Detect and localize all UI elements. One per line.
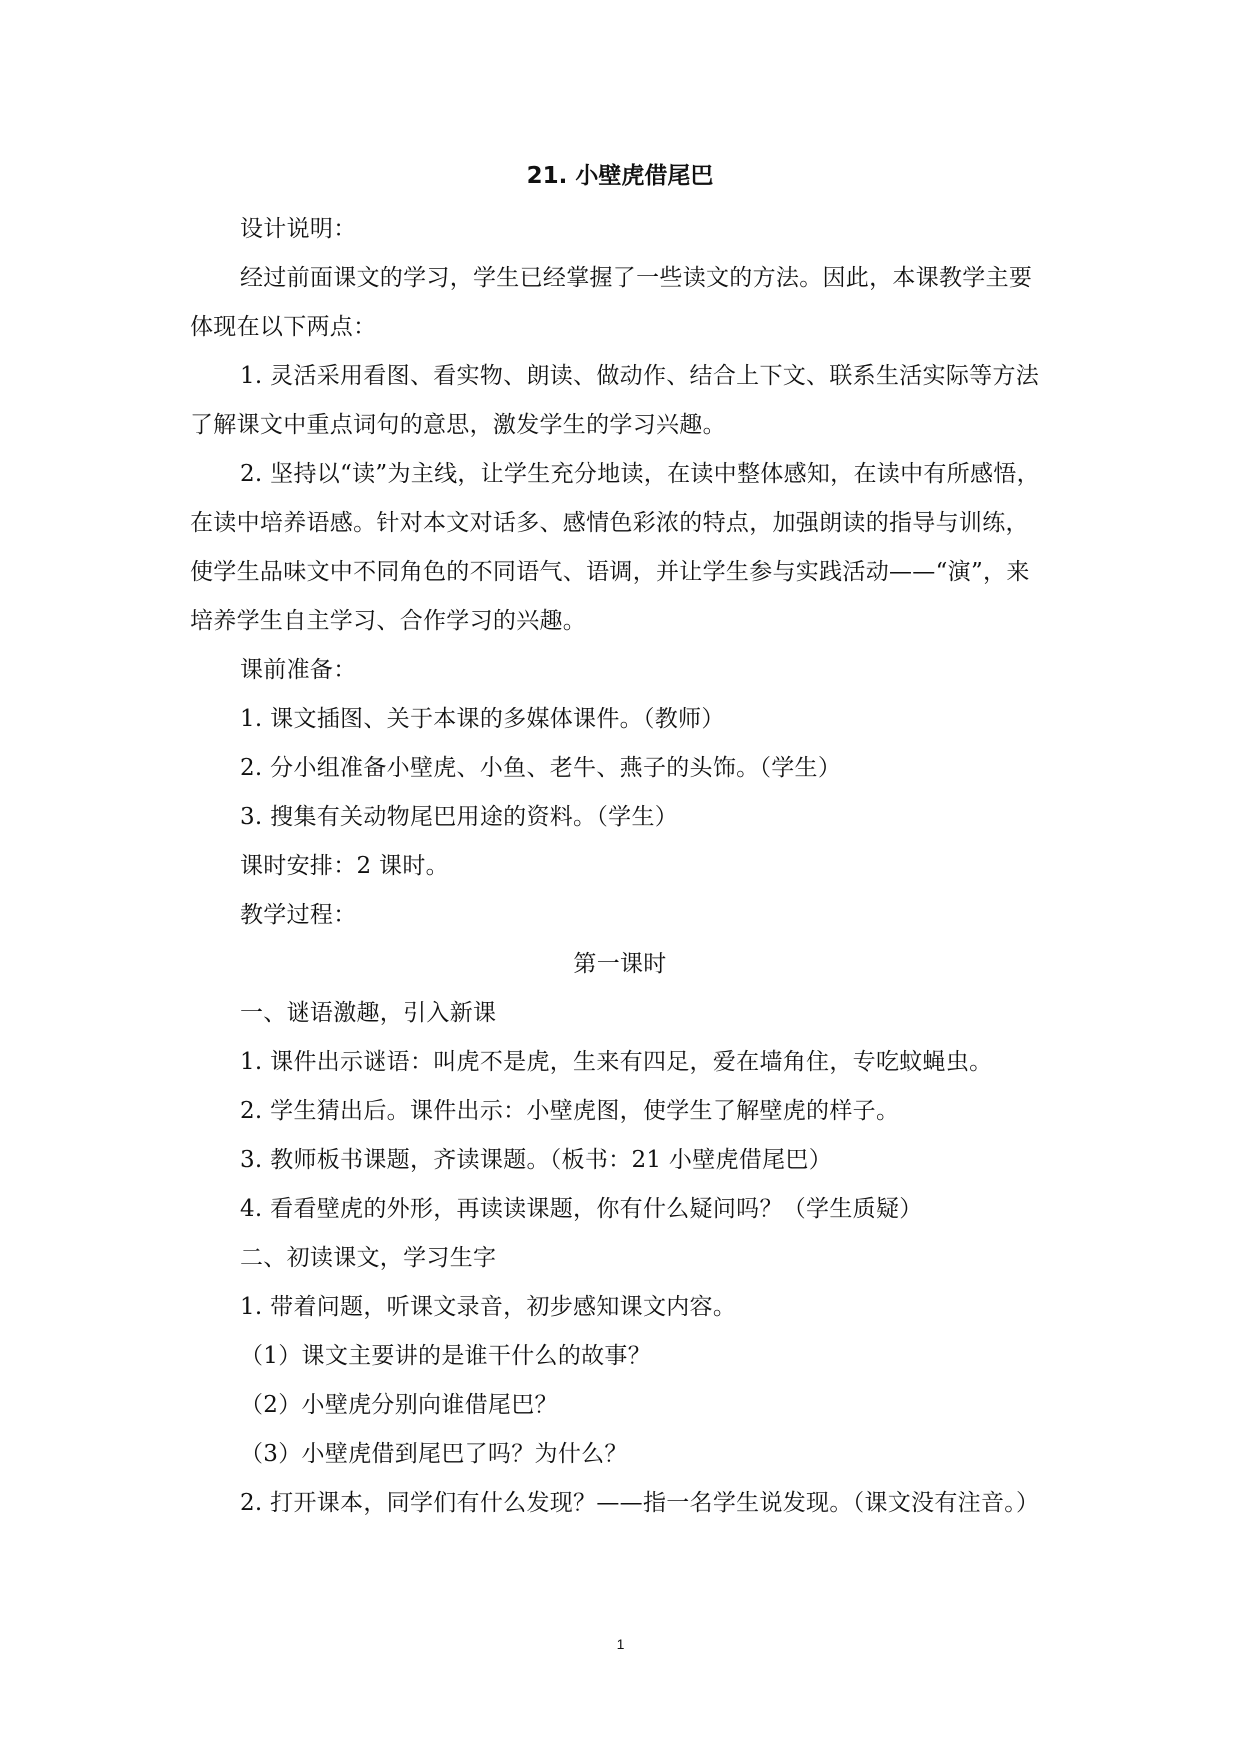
paragraph: 3. 搜集有关动物尾巴用途的资料。（学生）: [240, 804, 679, 830]
paragraph: 2. 打开课本，同学们有什么发现？——指一名学生说发现。（课文没有注音。）: [240, 1490, 1040, 1516]
paragraph: （1）课文主要讲的是谁干什么的故事？: [240, 1343, 652, 1369]
section-heading: 第一课时: [573, 951, 667, 977]
paragraph: （3）小壁虎借到尾巴了吗？为什么？: [240, 1441, 628, 1467]
paragraph: 3. 教师板书课题，齐读课题。（板书：21 小壁虎借尾巴）: [240, 1147, 833, 1173]
paragraph: 1. 课文插图、关于本课的多媒体课件。（教师）: [240, 706, 725, 732]
paragraph: 一、谜语激趣，引入新课: [240, 1000, 497, 1026]
paragraph: 4. 看看壁虎的外形，再读读课题，你有什么疑问吗？（学生质疑）: [240, 1196, 923, 1222]
paragraph: 课前准备：: [240, 657, 357, 683]
paragraph: 1. 课件出示谜语：叫虎不是虎，生来有四足，爱在墙角住，专吃蚊蝇虫。: [240, 1049, 993, 1075]
paragraph: 教学过程：: [240, 902, 357, 928]
paragraph: 设计说明：: [240, 216, 357, 242]
document-body: [190, 205, 1050, 1528]
paragraph: 课时安排：2 课时。: [240, 853, 449, 879]
paragraph: （2）小壁虎分别向谁借尾巴？: [240, 1392, 558, 1418]
document-title: 21. 小壁虎借尾巴: [526, 163, 714, 189]
paragraph: 2. 学生猜出后。课件出示：小壁虎图，使学生了解壁虎的样子。: [240, 1098, 900, 1124]
paragraph: 1. 带着问题，听课文录音，初步感知课文内容。: [240, 1294, 737, 1320]
paragraph: 2. 坚持以“读”为主线，让学生充分地读，在读中整体感知，在读中有所感悟，在读中培养语感。针对本文对话多、感情色彩浓的特点，加强朗读的指导与训练，使学生品味文中不同角色的不同语气、语调，并让学生参与实践活动——“演”，来培养学生自主学习、合作学习的兴趣。: [190, 461, 1040, 634]
paragraph: 2. 分小组准备小壁虎、小鱼、老牛、燕子的头饰。（学生）: [240, 755, 842, 781]
paragraph: 1. 灵活采用看图、看实物、朗读、做动作、结合上下文、联系生活实际等方法了解课文中重点词句的意思，激发学生的学习兴趣。: [190, 363, 1040, 438]
paragraph: 经过前面课文的学习，学生已经掌握了一些读文的方法。因此，本课教学主要体现在以下两点：: [190, 265, 1033, 340]
page-number: 1: [616, 1636, 625, 1652]
paragraph: 二、初读课文，学习生字: [240, 1245, 497, 1271]
